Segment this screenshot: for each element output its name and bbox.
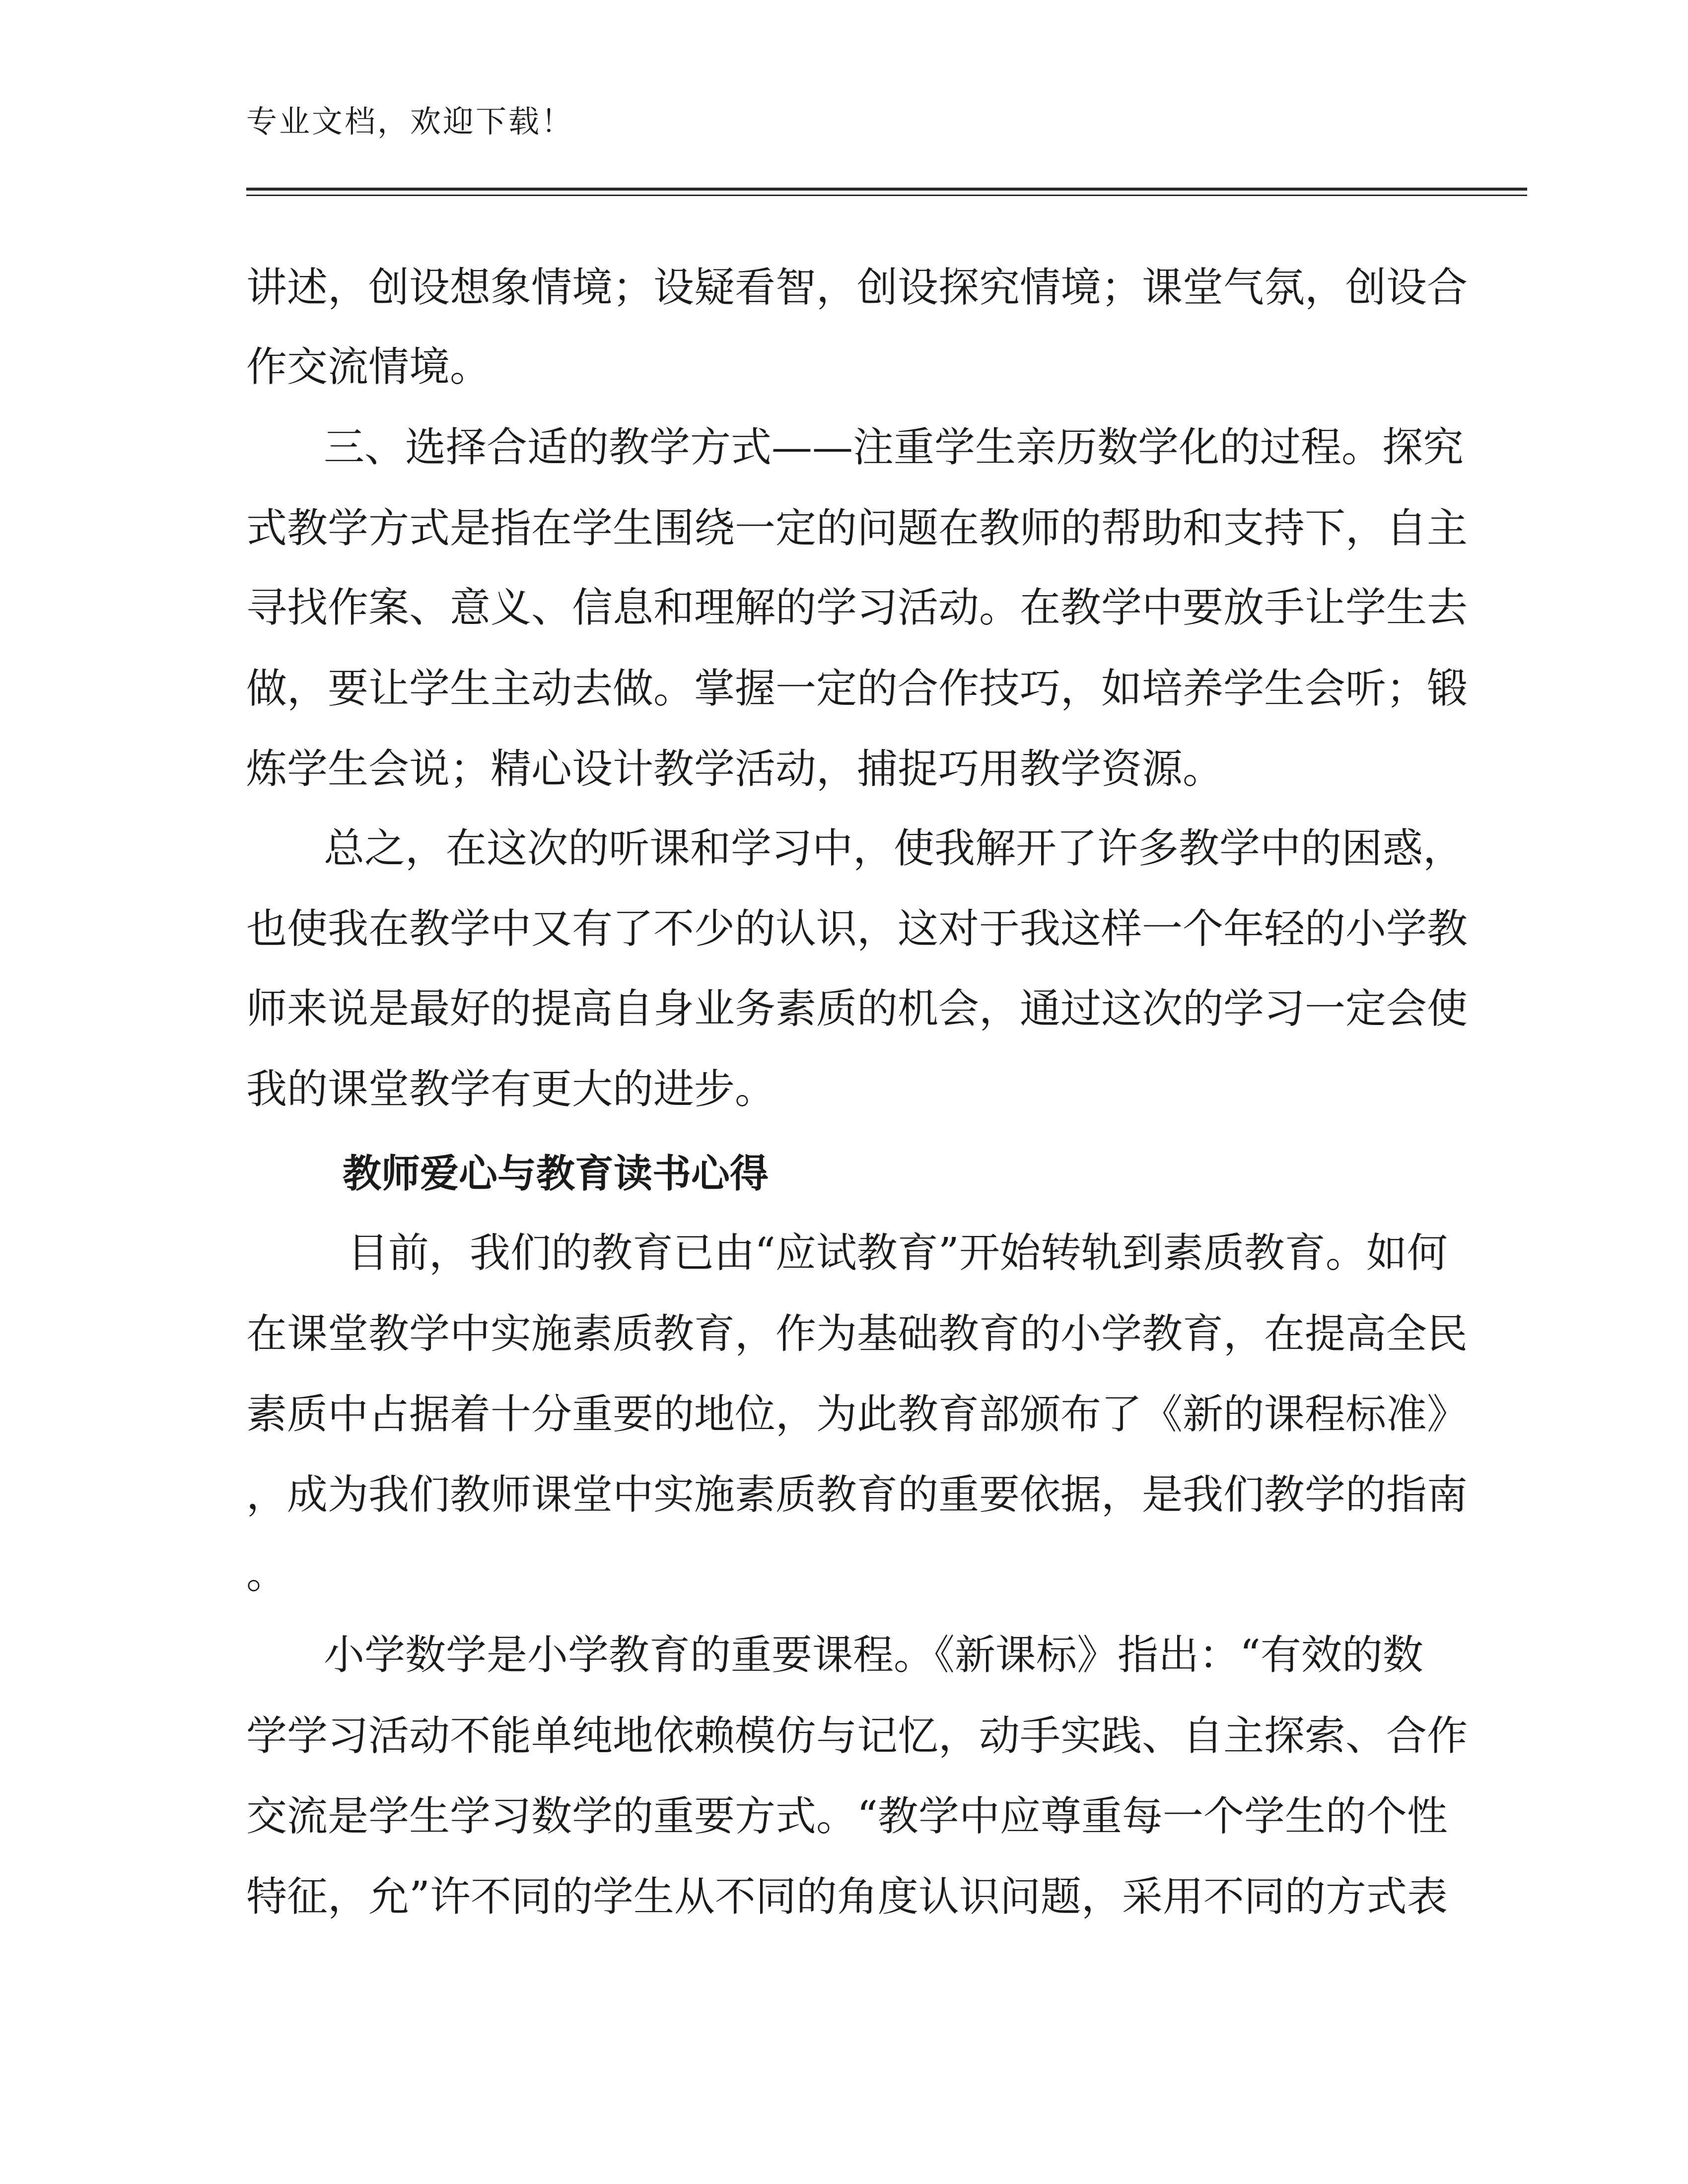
body-line: ，成为我们教师课堂中实施素质教育的重要依据，是我们教学的指南 bbox=[246, 1471, 1468, 1518]
body-line: 我的课堂教学有更大的进步。 bbox=[246, 1066, 776, 1113]
paragraph-first-line: 总之，在这次的听课和学习中，使我解开了许多教学中的困惑， bbox=[324, 825, 1464, 872]
body-line: 交流是学生学习数学的重要方式。“教学中应尊重每一个学生的个性 bbox=[246, 1793, 1448, 1840]
body-line: 。 bbox=[246, 1551, 287, 1598]
body-line: 寻找作案、意义、信息和理解的学习活动。在教学中要放手让学生去 bbox=[246, 584, 1468, 631]
header-rule-thick bbox=[246, 188, 1527, 191]
body-line: 素质中占据着十分重要的地位，为此教育部颁布了《新的课程标准》 bbox=[246, 1391, 1468, 1438]
body-line: 师来说是最好的提高自身业务素质的机会，通过这次的学习一定会使 bbox=[246, 985, 1468, 1032]
body-line: 学学习活动不能单纯地依赖模仿与记忆，动手实践、自主探索、合作 bbox=[246, 1712, 1468, 1760]
body-line: 做，要让学生主动去做。掌握一定的合作技巧，如培养学生会听；锻 bbox=[246, 665, 1468, 712]
header-text: 专业文档，欢迎下载！ bbox=[246, 103, 574, 139]
paragration-first-line: 小学数学是小学教育的重要课程。《新课标》指出：“有效的数 bbox=[324, 1632, 1423, 1679]
section-title: 教师爱心与教育读书心得 bbox=[343, 1152, 769, 1196]
body-line: 炼学生会说；精心设计教学活动，捕捉巧用教学资源。 bbox=[246, 746, 1224, 793]
body-line: 讲述，创设想象情境；设疑看智，创设探究情境；课堂气氛，创设合 bbox=[246, 264, 1468, 311]
body-line: 也使我在教学中又有了不少的认识，这对于我这样一个年轻的小学教 bbox=[246, 905, 1468, 953]
paragraph-first-line: 三、选择合适的教学方式——注重学生亲历数学化的过程。探究 bbox=[324, 424, 1464, 471]
body-line: 特征，允”许不同的学生从不同的角度认识问题，采用不同的方式表 bbox=[246, 1873, 1448, 1920]
header-rule-thin bbox=[246, 195, 1527, 196]
body-line: 作交流情境。 bbox=[246, 343, 491, 391]
paragraph-first-line: 目前，我们的教育已由“应试教育”开始转轨到素质教育。如何 bbox=[348, 1229, 1448, 1277]
body-line: 式教学方式是指在学生围绕一定的问题在教师的帮助和支持下，自主 bbox=[246, 505, 1468, 552]
body-line: 在课堂教学中实施素质教育，作为基础教育的小学教育，在提高全民 bbox=[246, 1310, 1468, 1358]
